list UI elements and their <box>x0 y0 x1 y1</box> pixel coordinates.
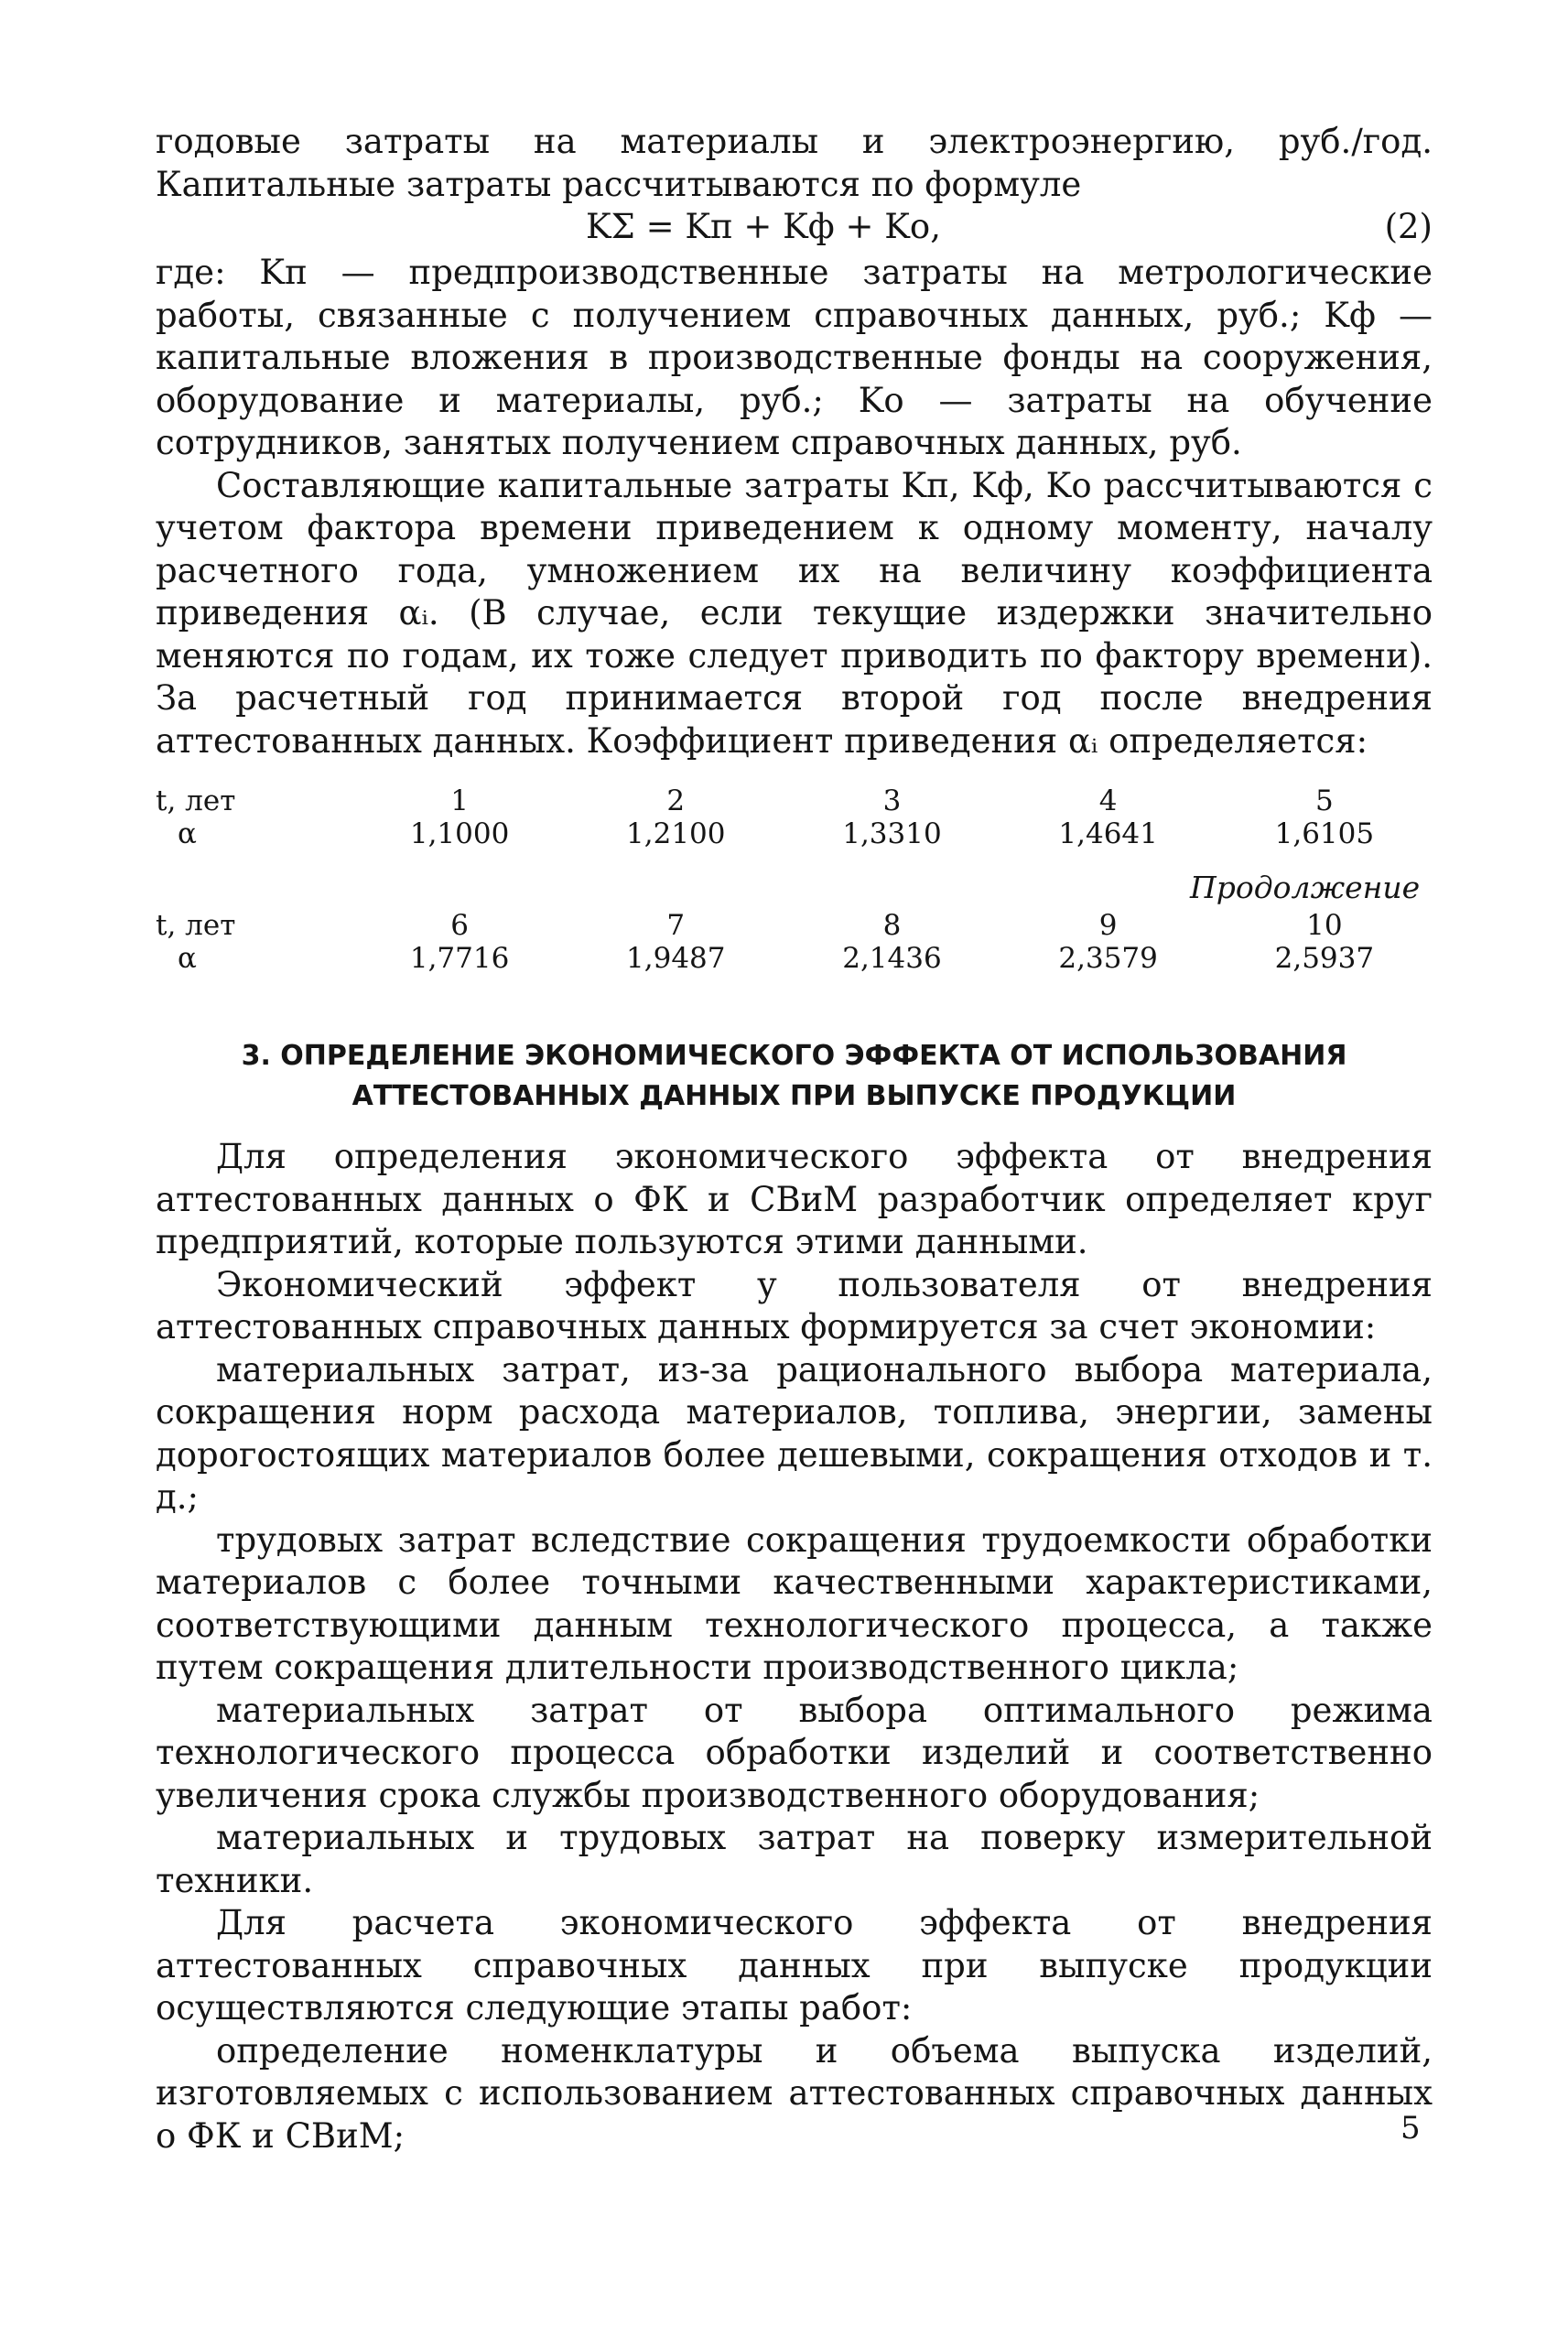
paragraph: Экономический эффект у пользователя от внедрения аттестованных справочных данных формируется за счет экономии: <box>156 1264 1433 1346</box>
formula: KΣ = Kп + Kф + Kо, <box>586 207 941 246</box>
paragraph: материальных и трудовых затрат на поверку измерительной техники. <box>156 1818 1433 1900</box>
paragraph: Для определения экономического эффекта от внедрения аттестованных данных о ФК и СВиМ разработчик определяет круг предприятий, которые пользуются этими данными. <box>156 1137 1433 1261</box>
row-label-alpha: α <box>178 817 197 850</box>
paragraph: материальных затрат, из-за рационального выбора материала, сокращения норм расхода материалов, топлива, энергии, замены дорогостоящих материалов более дешевыми, сокращения отходов и т. д.; <box>156 1349 1433 1517</box>
row-label-alpha: α <box>178 942 197 975</box>
cell: 7 <box>666 909 686 942</box>
formula-number: (2) <box>1384 207 1433 246</box>
coefficient-table-2 <box>156 909 1433 975</box>
cell: 2 <box>666 784 686 817</box>
row-label-t: t, лет <box>156 784 236 817</box>
body-text-block <box>156 1136 1433 2157</box>
cell: 2,5937 <box>1274 942 1375 975</box>
cell: 1,2100 <box>626 817 726 850</box>
paragraph: где: Kп — предпроизводственные затраты на метрологические работы, связанные с получением справочных данных, руб.; Kф — капитальные вложения в производственные фонды на сооружения, оборудование и материалы, руб.; Kо — затраты на обучение сотрудников, занятых получением справочных данных, руб. <box>156 253 1433 462</box>
cell: 5 <box>1315 784 1334 817</box>
section-heading-line1: 3. ОПРЕДЕЛЕНИЕ ЭКОНОМИЧЕСКОГО ЭФФЕКТА ОТ ИСПОЛЬЗОВАНИЯ <box>241 1040 1347 1072</box>
cell: 2,3579 <box>1058 942 1158 975</box>
paragraph: определение номенклатуры и объема выпуска изделий, изготовляемых с использованием аттестованных справочных данных о ФК и СВиМ; <box>156 2030 1433 2156</box>
cell: 1,3310 <box>842 817 942 850</box>
section-heading-line2: АТТЕСТОВАННЫХ ДАННЫХ ПРИ ВЫПУСКЕ ПРОДУКЦИИ <box>351 1080 1237 1112</box>
page-number: 5 <box>1400 2110 1421 2147</box>
continuation-label: Продолжение <box>1190 870 1421 905</box>
cell: 1,7716 <box>409 942 510 975</box>
cell: 6 <box>450 909 469 942</box>
row-label-t: t, лет <box>156 909 236 942</box>
cell: 1,9487 <box>626 942 726 975</box>
cell: 8 <box>882 909 902 942</box>
paragraph: годовые затраты на материалы и электроэнергию, руб./год. Капитальные затраты рассчитываются по формуле <box>156 122 1433 204</box>
cell: 1,1000 <box>409 817 510 850</box>
paragraph: материальных затрат от выбора оптимального режима технологического процесса обработки изделий и соответственно увеличения срока службы производственного оборудования; <box>156 1690 1433 1815</box>
coefficient-table-1 <box>156 784 1433 850</box>
cell: 4 <box>1098 784 1118 817</box>
cell: 1,4641 <box>1058 817 1158 850</box>
formula-line <box>156 206 1433 252</box>
cell: 3 <box>882 784 902 817</box>
table-row <box>156 784 1433 817</box>
table-row <box>156 909 1433 942</box>
cell: 2,1436 <box>842 942 942 975</box>
top-text-block <box>156 121 1433 762</box>
paragraph: Для расчета экономического эффекта от внедрения аттестованных справочных данных при выпуске продукции осуществляются следующие этапы работ: <box>156 1903 1433 2028</box>
cell: 1,6105 <box>1274 817 1375 850</box>
table-row <box>156 817 1433 850</box>
paragraph: Составляющие капитальные затраты Kп, Kф, Kо рассчитываются с учетом фактора времени приведением к одному моменту, началу расчетного года, умножением их на величину коэффициента приведения αᵢ. (В случае, если текущие издержки значительно меняются по годам, их тоже следует приводить по фактору времени). За расчетный год принимается второй год после внедрения аттестованных данных. Коэффициент приведения αᵢ определяется: <box>156 465 1433 761</box>
paragraph: трудовых затрат вследствие сокращения трудоемкости обработки материалов с более точными качественными характеристиками, соответствующими данным технологического процесса, а также путем сокращения длительности производственного цикла; <box>156 1519 1433 1687</box>
table-row <box>156 942 1433 975</box>
cell: 1 <box>450 784 469 817</box>
section-heading <box>156 1036 1433 1117</box>
cell: 10 <box>1306 909 1343 942</box>
cell: 9 <box>1098 909 1118 942</box>
